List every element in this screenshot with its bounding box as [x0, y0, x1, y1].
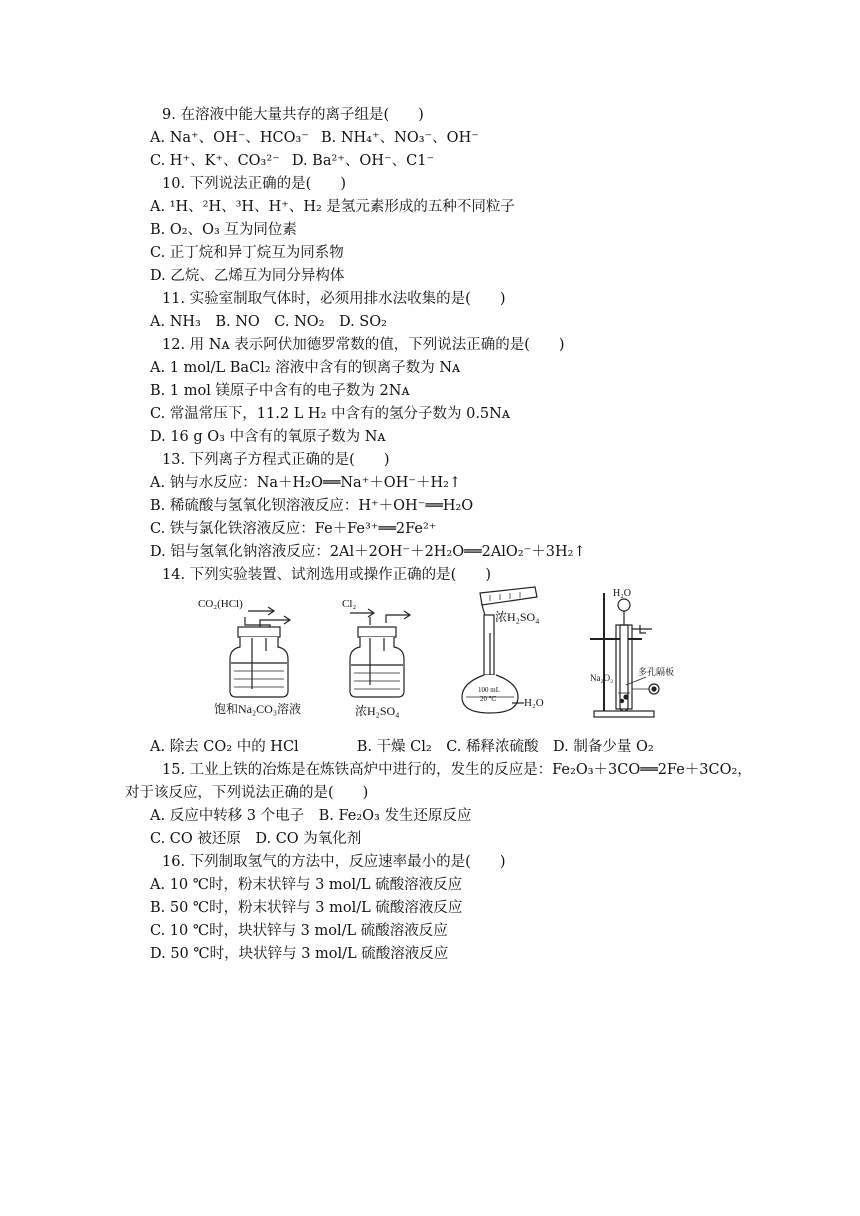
q12-option-c: C. 常温常压下，11.2 L H₂ 中含有的氢分子数为 0.5Nᴀ	[150, 406, 511, 422]
label-plate4: 多孔隔板	[638, 667, 675, 677]
label-flask3a: 100 mL	[478, 686, 500, 694]
label-water4: H₂O	[613, 588, 631, 599]
q12-stem: 12. 用 Nᴀ 表示阿伏加德罗常数的值，下列说法正确的是( )	[162, 337, 565, 353]
q10-option-a: A. ¹H、²H、³H、H⁺、H₂ 是氢元素形成的五种不同粒子	[150, 199, 515, 215]
q15-options-ab: A. 反应中转移 3 个电子 B. Fe₂O₃ 发生还原反应	[150, 808, 472, 824]
q9-option-a: A. Na⁺、OH⁻、HCO₃⁻	[150, 130, 309, 146]
q13-stem: 13. 下列离子方程式正确的是( )	[162, 452, 390, 468]
apparatus-c	[462, 587, 540, 713]
apparatus-a	[198, 598, 290, 697]
q16-option-c: C. 10 ℃时，块状锌与 3 mol/L 硫酸溶液反应	[150, 923, 448, 939]
q12-option-d: D. 16 g O₃ 中含有的氧原子数为 Nᴀ	[150, 429, 386, 445]
q13-option-b: B. 稀硫酸与氢氧化钡溶液反应：H⁺＋OH⁻══H₂O	[150, 498, 474, 514]
label-solid4: Na₂O₂	[590, 673, 614, 683]
label-acid3: 浓H₂SO₄	[495, 610, 540, 624]
q9-options-cd	[150, 152, 434, 170]
q10-option-c: C. 正丁烷和异丁烷互为同系物	[150, 245, 344, 261]
label-water3: H₂O	[524, 697, 544, 709]
q9-option-c: C. H⁺、K⁺、CO₃²⁻	[150, 153, 280, 169]
q15-options-cd: C. CO 被还原 D. CO 为氧化剂	[150, 831, 362, 847]
q9-stem: 9. 在溶液中能大量共存的离子组是( )	[162, 107, 424, 123]
q10-option-b: B. O₂、O₃ 互为同位素	[150, 222, 297, 238]
q13-option-c: C. 铁与氯化铁溶液反应：Fe＋Fe³⁺══2Fe²⁺	[150, 521, 437, 537]
q16-stem: 16. 下列制取氢气的方法中，反应速率最小的是( )	[162, 854, 506, 870]
q13-option-d: D. 铝与氢氧化钠溶液反应：2Al＋2OH⁻＋2H₂O══2AlO₂⁻＋3H₂↑	[150, 544, 586, 560]
q11-stem: 11. 实验室制取气体时，必须用排水法收集的是( )	[162, 291, 506, 307]
q9-option-d: D. Ba²⁺、OH⁻、C1⁻	[291, 153, 435, 169]
q11-options: A. NH₃ B. NO C. NO₂ D. SO₂	[150, 314, 387, 330]
q14-apparatus-figure	[190, 585, 675, 725]
q12-option-a: A. 1 mol/L BaCl₂ 溶液中含有的钡离子数为 Nᴀ	[150, 360, 461, 376]
q12-option-b: B. 1 mol 镁原子中含有的电子数为 2Nᴀ	[150, 383, 410, 399]
apparatus-d	[590, 593, 659, 717]
q14-options: A. 除去 CO₂ 中的 HCl B. 干燥 Cl₂ C. 稀释浓硫酸 D. 制备少量 O₂	[150, 739, 654, 755]
q9-option-b: B. NH₄⁺、NO₃⁻、OH⁻	[320, 130, 479, 146]
q16-option-a: A. 10 ℃时，粉末状锌与 3 mol/L 硫酸溶液反应	[150, 877, 463, 893]
q16-option-b: B. 50 ℃时，粉末状锌与 3 mol/L 硫酸溶液反应	[150, 900, 463, 916]
q14-stem: 14. 下列实验装置、试剂选用或操作正确的是( )	[162, 567, 491, 583]
label-liquid2: 浓H₂SO₄	[355, 704, 400, 718]
q15-stem-continued: 对于该反应，下列说法正确的是( )	[125, 785, 369, 801]
q10-option-d: D. 乙烷、乙烯互为同分异构体	[150, 268, 345, 284]
label-gas2: Cl₂	[342, 598, 357, 610]
label-liquid1: 饱和Na₂CO₃溶液	[214, 702, 302, 716]
label-gas1: CO₂(HCl)	[198, 598, 243, 610]
q13-option-a: A. 钠与水反应：Na＋H₂O══Na⁺＋OH⁻＋H₂↑	[150, 475, 462, 491]
apparatus-b	[342, 598, 410, 697]
q10-stem: 10. 下列说法正确的是( )	[162, 176, 346, 192]
q15-stem: 15. 工业上铁的冶炼是在炼铁高炉中进行的，发生的反应是：Fe₂O₃＋3CO══2Fe＋3CO₂，	[162, 762, 752, 778]
label-flask3b: 20 ℃	[480, 695, 497, 703]
q9-options-ab	[150, 129, 479, 147]
q16-option-d: D. 50 ℃时，块状锌与 3 mol/L 硫酸溶液反应	[150, 946, 449, 962]
